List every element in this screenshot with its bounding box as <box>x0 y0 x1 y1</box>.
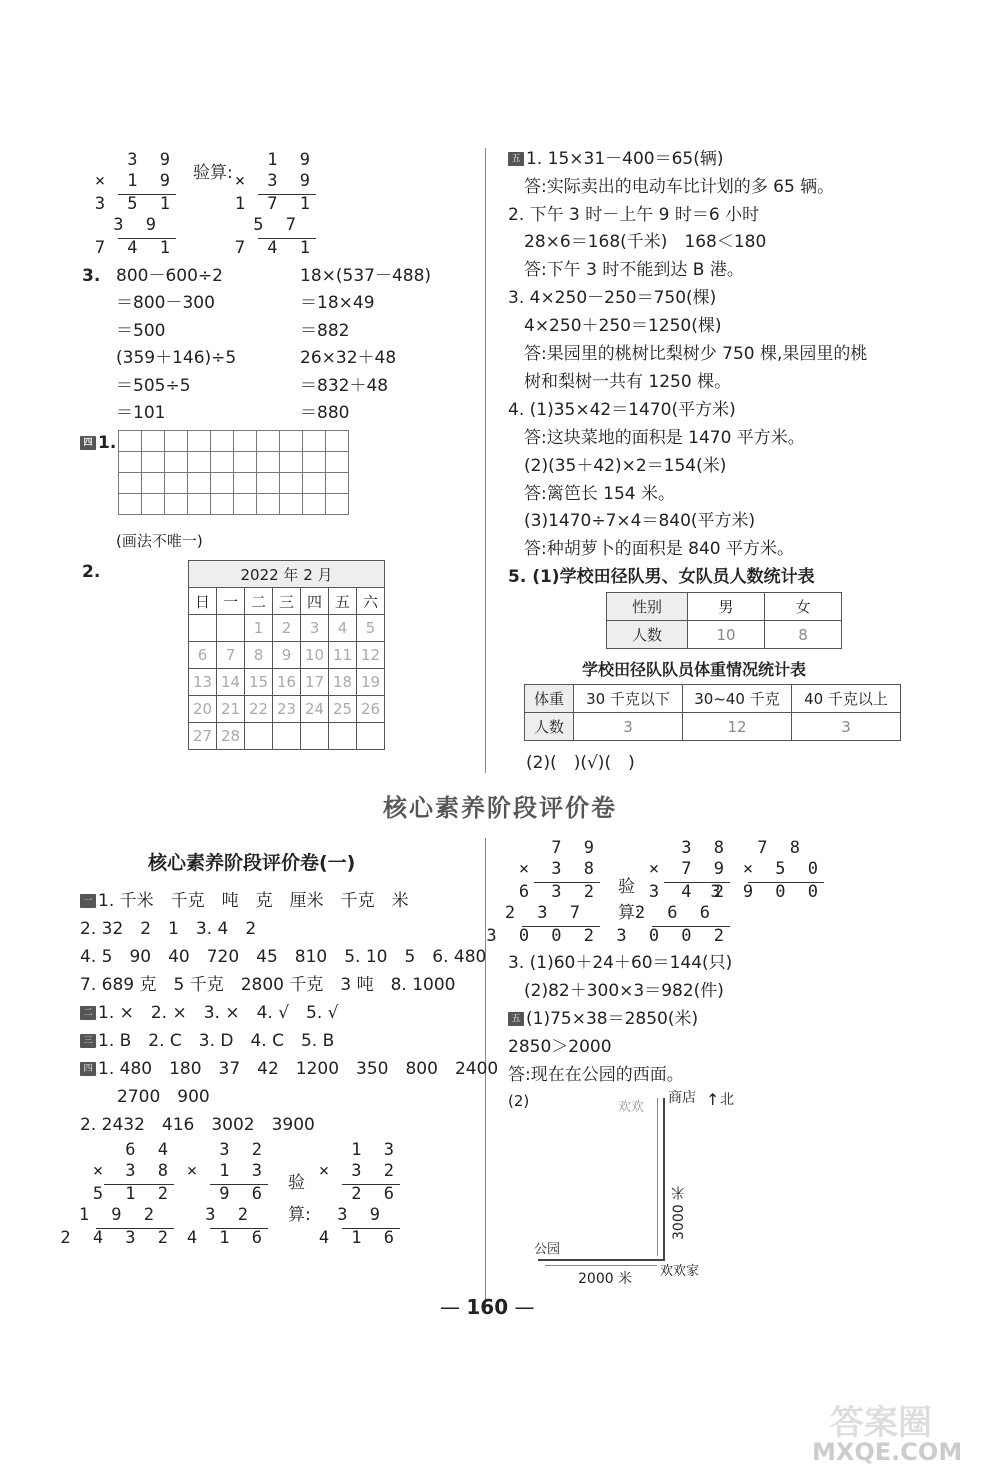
vm-row: 2 6 6 <box>634 903 716 923</box>
vm-row: × 1 3 <box>186 1161 268 1181</box>
answer-line: 5. (1)学校田径队男、女队员人数统计表 <box>508 567 815 587</box>
answer-line: 树和梨树一共有 1250 棵。 <box>524 372 732 392</box>
answer-line: 2. 2432 416 3002 3900 <box>80 1115 315 1135</box>
vm-row: 4 1 6 <box>318 1228 400 1248</box>
weekday: 五 <box>329 588 357 615</box>
table-header: 30 千克以下 <box>574 685 683 713</box>
drawing-grid <box>118 430 349 515</box>
day: 10 <box>301 642 329 669</box>
vm-row: 3 9 0 0 <box>710 882 824 902</box>
home-label: 欢欢家 <box>660 1264 700 1279</box>
answer-line: 答:果园里的桃树比梨树少 750 棵,果园里的桃 <box>524 344 868 364</box>
day: 6 <box>189 642 217 669</box>
vm-row: 9 6 <box>219 1184 268 1204</box>
day: 5 <box>357 615 385 642</box>
huanhuan-label: 欢欢 <box>618 1100 645 1115</box>
table-cell: 12 <box>683 713 792 741</box>
column-divider-top <box>485 148 486 773</box>
answer-line: 3. 4×250－250＝750(棵) <box>508 288 717 308</box>
stats-table-gender <box>606 592 842 649</box>
vm-row: 3 0 0 2 <box>616 926 730 946</box>
table-cell: 8 <box>765 621 842 649</box>
vm-row: 7 8 <box>757 838 806 858</box>
answer-line: 2. 下午 3 时－上午 9 时＝6 小时 <box>508 205 760 225</box>
expr-line: ＝882 <box>300 321 350 341</box>
vm-row: 3 2 <box>219 1140 268 1160</box>
expr-line: ＝505÷5 <box>116 376 191 396</box>
answer-text: 1. B 2. C 3. D 4. C 5. B <box>98 1031 335 1051</box>
expr-line: ＝101 <box>116 403 166 423</box>
answer-line: 答:种胡萝卜的面积是 840 平方米。 <box>524 539 794 559</box>
page-number: — 160 — <box>440 1295 535 1319</box>
expr-line: 800－600÷2 <box>116 266 223 286</box>
day: 9 <box>273 642 301 669</box>
day: 18 <box>329 669 357 696</box>
answer-line: 2850＞2000 <box>508 1037 612 1057</box>
day: 7 <box>217 642 245 669</box>
vertical-multiplication-f <box>710 838 824 908</box>
expr-line: ＝18×49 <box>300 293 375 313</box>
expr-line: ＝880 <box>300 403 350 423</box>
park-label: 公园 <box>534 1242 561 1257</box>
answer-text: 1. 480 180 37 42 1200 350 800 2400 <box>98 1059 499 1079</box>
answer-line <box>80 890 409 912</box>
table-header: 男 <box>688 593 765 621</box>
section-badge: 三 <box>80 1034 96 1048</box>
check-label: 验 <box>288 1173 305 1193</box>
answer-line: (2) <box>508 1092 530 1110</box>
north-arrow-icon: ↑ <box>706 1090 720 1109</box>
q5-2-answer: (2)( )(√)( ) <box>526 753 635 773</box>
vm-row: 6 4 <box>125 1140 174 1160</box>
vm-row: × 5 0 <box>742 859 824 879</box>
answer-line: 4. 5 90 40 720 45 810 5. 10 5 6. 480 <box>80 947 487 967</box>
day: 25 <box>329 696 357 723</box>
north-label: 北 <box>720 1092 734 1108</box>
table-header: 性别 <box>607 593 688 621</box>
table-header: 30~40 千克 <box>683 685 792 713</box>
route-vertical-arrow <box>657 1098 658 1256</box>
vm-row: × 3 9 <box>234 171 316 191</box>
watermark-logo-icon: 答案圈 <box>830 1403 932 1443</box>
table-cell: 3 <box>574 713 683 741</box>
answer-line: 答:现在在公园的西面。 <box>508 1065 684 1085</box>
day: 17 <box>301 669 329 696</box>
vm-row: 3 5 1 <box>94 194 176 214</box>
answer-line <box>80 1002 339 1024</box>
q3-label: 3. <box>82 266 101 286</box>
day: 28 <box>217 723 245 750</box>
vm-row: 3 9 <box>127 150 176 170</box>
vm-row: 2 3 7 <box>504 903 586 923</box>
day <box>301 723 329 750</box>
day: 4 <box>329 615 357 642</box>
shop-label: 商店 <box>668 1090 696 1106</box>
day: 11 <box>329 642 357 669</box>
vm-row: × 3 8 <box>92 1161 174 1181</box>
table-cell: 3 <box>792 713 901 741</box>
vertical-multiplication-2 <box>234 150 316 260</box>
check-label: 算: <box>288 1205 311 1225</box>
answer-line: (2)82＋300×3＝982(件) <box>524 981 724 1001</box>
day: 27 <box>189 723 217 750</box>
expr-line: 18×(537－488) <box>300 266 432 286</box>
route-horizontal <box>538 1259 665 1261</box>
day: 15 <box>245 669 273 696</box>
exam-title: 核心素养阶段评价卷(一) <box>148 852 356 874</box>
vm-row: 5 7 <box>253 215 302 235</box>
vm-row: 3 9 <box>113 215 162 235</box>
day <box>273 723 301 750</box>
expr-line: ＝800－300 <box>116 293 215 313</box>
watermark-text: MXQE.COM <box>812 1438 963 1466</box>
day: 3 <box>301 615 329 642</box>
expr-line: ＝500 <box>116 321 166 341</box>
vertical-multiplication-b <box>186 1140 268 1250</box>
answer-line <box>508 148 723 170</box>
answer-line <box>508 1008 698 1030</box>
weekday: 日 <box>189 588 217 615</box>
answer-line: 答:这块菜地的面积是 1470 平方米。 <box>524 428 805 448</box>
row-label: 人数 <box>525 713 574 741</box>
answer-line: 答:实际卖出的电动车比计划的多 65 辆。 <box>524 177 835 197</box>
vertical-multiplication-c <box>318 1140 400 1250</box>
vm-row: 1 9 <box>267 150 316 170</box>
answer-text: (1)75×38＝2850(米) <box>526 1009 699 1029</box>
route-horizontal-arrow <box>545 1265 657 1266</box>
table-header: 体重 <box>525 685 574 713</box>
day: 13 <box>189 669 217 696</box>
vm-row: 2 6 <box>351 1184 400 1204</box>
vm-row: × 7 9 <box>648 859 730 879</box>
vm-row: 3 9 <box>337 1205 386 1225</box>
expr-line: 26×32＋48 <box>300 348 397 368</box>
route-vertical <box>663 1098 665 1260</box>
stats-table-weight <box>524 684 901 741</box>
day: 8 <box>245 642 273 669</box>
table-cell: 10 <box>688 621 765 649</box>
vm-row: 7 9 <box>551 838 600 858</box>
answer-line: (3)1470÷7×4＝840(平方米) <box>524 511 756 531</box>
table-header: 40 千克以上 <box>792 685 901 713</box>
calendar <box>188 560 385 750</box>
table-header: 女 <box>765 593 842 621</box>
day: 26 <box>357 696 385 723</box>
day: 24 <box>301 696 329 723</box>
expr-line: (359＋146)÷5 <box>116 348 237 368</box>
vm-row: 3 8 <box>681 838 730 858</box>
vm-row: × 3 8 <box>518 859 600 879</box>
vm-row: × 1 9 <box>94 171 176 191</box>
vm-row: × 3 2 <box>318 1161 400 1181</box>
day: 14 <box>217 669 245 696</box>
day: 23 <box>273 696 301 723</box>
distance-horizontal-label: 2000 米 <box>578 1271 633 1287</box>
page-number-value: 160 <box>466 1295 509 1319</box>
q4-heading <box>80 433 116 453</box>
answer-line: 答:篱笆长 154 米。 <box>524 484 675 504</box>
section-badge: 二 <box>80 1006 96 1020</box>
section-badge: 五 <box>508 1012 524 1026</box>
day <box>217 615 245 642</box>
answer-line: 7. 689 克 5 千克 2800 千克 3 吨 8. 1000 <box>80 975 456 995</box>
calendar-title: 2022 年 2 月 <box>189 561 385 588</box>
check-label: 验算: <box>193 163 233 183</box>
day: 16 <box>273 669 301 696</box>
vm-row: 1 7 1 <box>234 194 316 214</box>
q4-label: 1. <box>98 433 117 453</box>
q4-2-label: 2. <box>82 562 101 582</box>
answer-line <box>80 1030 334 1052</box>
answer-text: 1. × 2. × 3. × 4. √ 5. √ <box>98 1003 339 1023</box>
row-label: 人数 <box>607 621 688 649</box>
section-badge: 一 <box>80 894 96 908</box>
weekday: 六 <box>357 588 385 615</box>
distance-vertical-label: 3000 米 <box>671 1185 687 1240</box>
day: 20 <box>189 696 217 723</box>
answer-line: 答:下午 3 时不能到达 B 港。 <box>524 260 744 280</box>
weekday: 一 <box>217 588 245 615</box>
table2-title: 学校田径队队员体重情况统计表 <box>582 660 807 679</box>
weekday: 三 <box>273 588 301 615</box>
vm-row: 7 4 1 <box>94 238 176 258</box>
vm-row: 4 1 6 <box>186 1228 268 1248</box>
answer-line <box>80 1058 498 1080</box>
weekday: 四 <box>301 588 329 615</box>
section-badge: 四 <box>80 1062 96 1076</box>
check-label: 算: <box>618 903 641 923</box>
day: 21 <box>217 696 245 723</box>
expr-line: ＝832＋48 <box>300 376 389 396</box>
vm-row: 3 0 0 2 <box>486 926 600 946</box>
weekday: 二 <box>245 588 273 615</box>
day: 19 <box>357 669 385 696</box>
answer-line: 28×6＝168(千米) 168＜180 <box>524 232 767 252</box>
answer-line: 4×250＋250＝1250(棵) <box>524 316 722 336</box>
vm-row: 1 3 <box>351 1140 400 1160</box>
answer-line: 2. 32 2 1 3. 4 2 <box>80 919 257 939</box>
vm-row: 3 4 2 <box>648 882 730 902</box>
vertical-multiplication-1 <box>94 150 176 260</box>
section-badge: 四 <box>80 436 96 450</box>
day: 1 <box>245 615 273 642</box>
answer-text: 1. 千米 千克 吨 克 厘米 千克 米 <box>98 891 409 911</box>
vm-row: 3 2 <box>205 1205 254 1225</box>
answer-line: 4. (1)35×42＝1470(平方米) <box>508 400 736 420</box>
vm-row: 1 9 2 <box>78 1205 160 1225</box>
answer-line: (2)(35＋42)×2＝154(米) <box>524 456 727 476</box>
vm-row: 7 4 1 <box>234 238 316 258</box>
check-label: 验 <box>618 877 635 897</box>
day: 2 <box>273 615 301 642</box>
answer-line: 2700 900 <box>100 1087 210 1107</box>
day <box>357 723 385 750</box>
answer-text: 1. 15×31－400＝65(辆) <box>526 149 724 169</box>
day: 22 <box>245 696 273 723</box>
vertical-multiplication-a <box>60 1140 174 1250</box>
drawing-note: (画法不唯一) <box>116 532 203 550</box>
section-badge: 五 <box>508 152 524 166</box>
day: 12 <box>357 642 385 669</box>
day <box>189 615 217 642</box>
answer-line: 3. (1)60＋24＋60＝144(只) <box>508 953 733 973</box>
day <box>245 723 273 750</box>
section-title: 核心素养阶段评价卷 <box>383 794 617 822</box>
day <box>329 723 357 750</box>
vm-row: 6 3 2 <box>518 882 600 902</box>
vm-row: 2 4 3 2 <box>60 1228 174 1248</box>
vm-row: 5 1 2 <box>92 1184 174 1204</box>
vertical-multiplication-d <box>486 838 600 948</box>
